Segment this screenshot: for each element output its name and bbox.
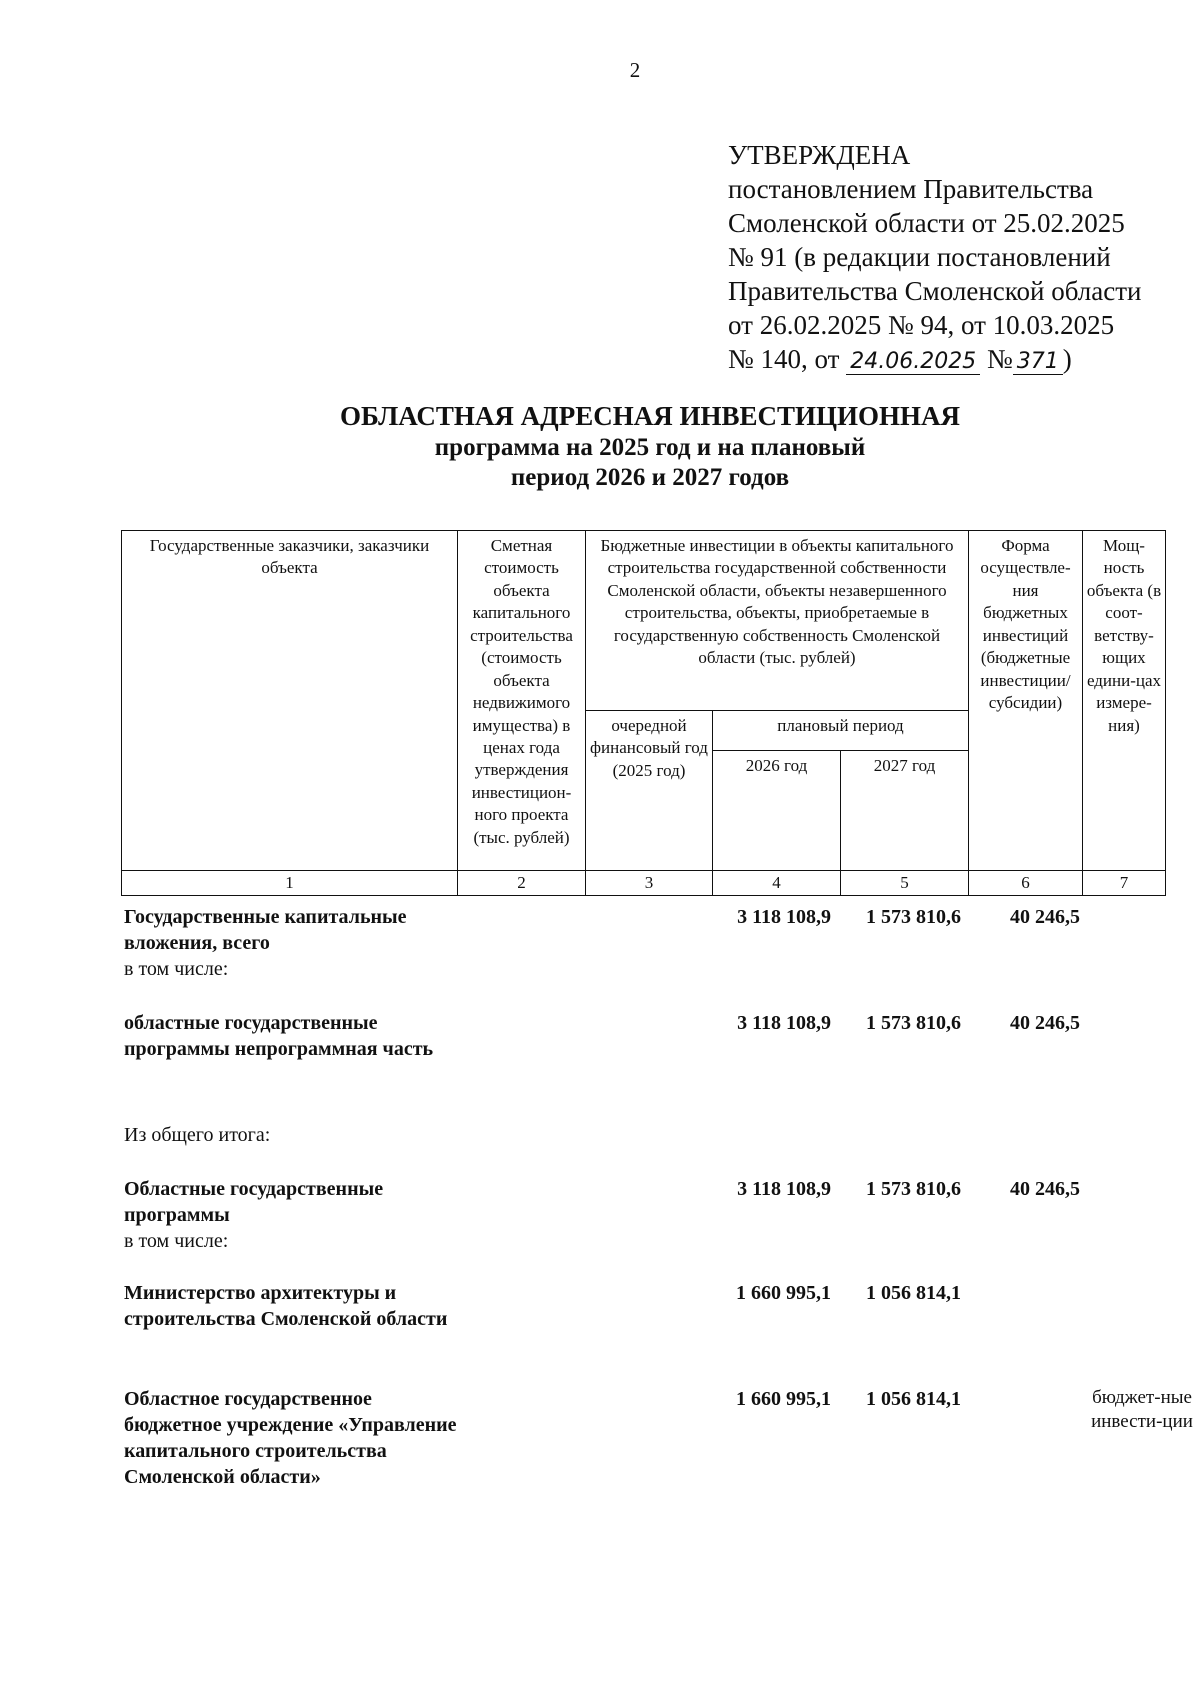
header-current-year: очередной финансовый год (2025 год) bbox=[586, 711, 713, 871]
approval-last-prefix: № 140, от bbox=[728, 344, 840, 375]
row-sublabel: в том числе: bbox=[124, 958, 229, 980]
document-title bbox=[250, 400, 1050, 494]
value-2025: 3 118 108,9 bbox=[737, 1178, 831, 1200]
row-sublabel: Из общего итога: bbox=[124, 1124, 271, 1146]
column-number: 6 bbox=[969, 871, 1083, 896]
approval-line: Смоленской области от 25.02.2025 bbox=[728, 208, 1125, 239]
handwritten-date: 24.06.2025 bbox=[846, 349, 980, 375]
header-planned-period: плановый период bbox=[713, 711, 969, 751]
header-2026: 2026 год bbox=[713, 751, 841, 871]
row-label: областные государственные программы непрограммная часть bbox=[124, 1012, 434, 1060]
row-label: Государственные капитальные вложения, всего bbox=[124, 906, 407, 954]
value-2025: 3 118 108,9 bbox=[737, 1012, 831, 1034]
value-2025: 1 660 995,1 bbox=[736, 1388, 831, 1410]
approval-line: от 26.02.2025 № 94, от 10.03.2025 bbox=[728, 310, 1115, 341]
title-line-2: программа на 2025 год и на плановый bbox=[434, 433, 866, 461]
value-2026: 1 573 810,6 bbox=[866, 1012, 961, 1034]
number-sign: № bbox=[986, 344, 1013, 375]
program-table-header bbox=[121, 530, 1166, 896]
approval-line: постановлением Правительства bbox=[728, 174, 1094, 205]
row-sublabel: в том числе: bbox=[124, 1230, 229, 1252]
column-number: 3 bbox=[586, 871, 713, 896]
header-customers: Государственные заказчики, заказчики объекта bbox=[122, 531, 458, 871]
value-2027: 40 246,5 bbox=[1010, 1178, 1080, 1200]
column-number: 5 bbox=[841, 871, 969, 896]
approval-line: Правительства Смоленской области bbox=[728, 276, 1142, 307]
row-label: Министерство архитектуры и строительства Смоленской области bbox=[124, 1282, 448, 1330]
header-2027: 2027 год bbox=[841, 751, 969, 871]
row-label: Областное государственное бюджетное учреждение «Управление капитального строительства Смоленской области» bbox=[124, 1388, 457, 1488]
column-number: 7 bbox=[1083, 871, 1166, 896]
header-estimated-cost: Сметная стоимость объекта капитального строительства (стоимость объекта недвижимого имущества) в ценах года утверждения инвестицион-ного проекта (тыс. рублей) bbox=[458, 531, 586, 871]
closing-paren: ) bbox=[1062, 344, 1072, 375]
title-line-3: период 2026 и 2027 годов bbox=[510, 464, 790, 492]
value-2026: 1 573 810,6 bbox=[866, 1178, 961, 1200]
column-number: 1 bbox=[122, 871, 458, 896]
approval-stamp bbox=[728, 138, 1142, 376]
row-label: Областные государственные программы bbox=[124, 1178, 384, 1226]
column-numbers-row bbox=[122, 871, 1166, 896]
header-budget-investments: Бюджетные инвестиции в объекты капитального строительства государственной собственности Смоленской области, объекты незавершенного строительства, объекты, приобретаемые в государственную собственность Смоленской области (тыс. рублей) bbox=[586, 531, 969, 711]
value-2026: 1 056 814,1 bbox=[866, 1388, 961, 1410]
approval-heading: УТВЕРЖДЕНА bbox=[728, 140, 911, 170]
value-2027: 40 246,5 bbox=[1010, 906, 1080, 928]
approval-line: № 91 (в редакции постановлений bbox=[728, 242, 1111, 273]
investment-form: бюджет-ные инвести-ции bbox=[1091, 1387, 1193, 1433]
column-number: 2 bbox=[458, 871, 586, 896]
title-line-1: ОБЛАСТНАЯ АДРЕСНАЯ ИНВЕСТИЦИОННАЯ bbox=[339, 401, 961, 431]
handwritten-number: 371 bbox=[1013, 349, 1063, 375]
page-number: 2 bbox=[629, 58, 641, 82]
value-2027: 40 246,5 bbox=[1010, 1012, 1080, 1034]
value-2025: 3 118 108,9 bbox=[737, 906, 831, 928]
approval-last-line bbox=[728, 342, 1142, 376]
header-investment-form: Форма осуществле-ния бюджетных инвестиций (бюджетные инвестиции/ субсидии) bbox=[969, 531, 1083, 871]
value-2026: 1 573 810,6 bbox=[866, 906, 961, 928]
value-2026: 1 056 814,1 bbox=[866, 1282, 961, 1304]
value-2025: 1 660 995,1 bbox=[736, 1282, 831, 1304]
column-number: 4 bbox=[713, 871, 841, 896]
header-capacity: Мощ-ность объекта (в соот-ветству-ющих едини-цах измере-ния) bbox=[1083, 531, 1166, 871]
